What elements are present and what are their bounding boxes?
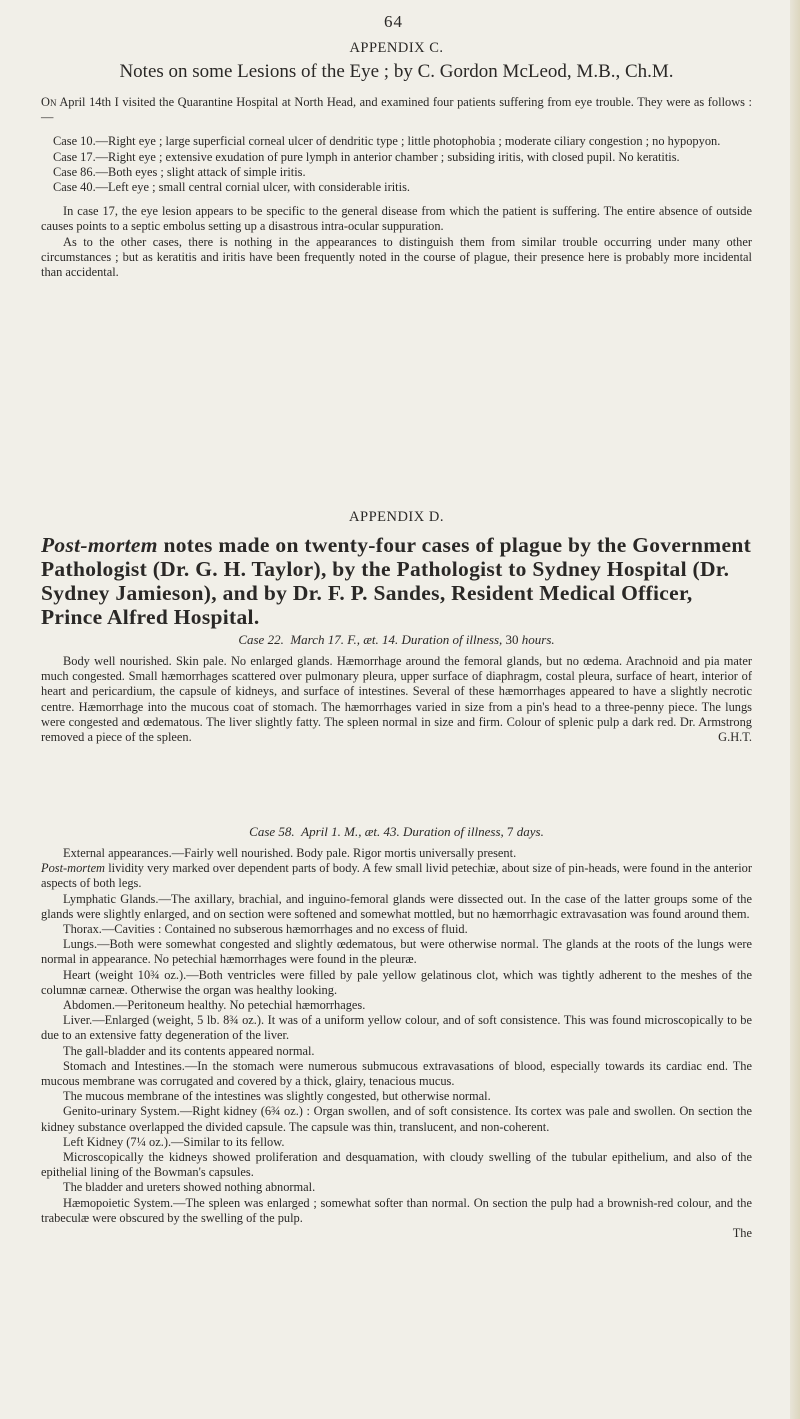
appendix-c-intro xyxy=(41,95,752,125)
appendix-c-title: Notes on some Lesions of the Eye ; by C. Gordon McLeod, M.B., Ch.M. xyxy=(119,61,674,82)
appendix-c-heading: APPENDIX C. xyxy=(349,40,444,56)
case-58-header xyxy=(41,824,752,840)
case-duration-unit: hours. xyxy=(521,632,555,647)
intro-first-word: On xyxy=(41,95,57,109)
catchword: The xyxy=(732,1226,752,1241)
case-note: Case 86.—Both eyes ; slight attack of simple iritis. xyxy=(53,164,306,179)
case-label: Case 22. xyxy=(238,632,284,647)
stomach-intestines: Stomach and Intestines.—In the stomach were numerous submucous extravasations of blood, especially towards its cardiac end. The mucous membrane was corrugated and covered by a thick, glairy, tenacious mucus. xyxy=(41,1058,752,1089)
page-edge xyxy=(790,0,800,1419)
case-note: Case 10.—Right eye ; large superficial corneal ulcer of dendritic type ; little photophobia ; moderate ciliary congestion ; no hypopyon. xyxy=(53,134,721,149)
intestine-membrane: The mucous membrane of the intestines was slightly congested, but otherwise normal. xyxy=(63,1089,491,1104)
case-label: Case 58. xyxy=(249,824,295,839)
genito-urinary: Genito-urinary System.—Right kidney (6¾ oz.) : Organ swollen, and of soft consistence. Its cortex was pale and swollen. On section the kidney substance overlapped the divided capsule. The capsule was thin, translucent, and non-coherent. xyxy=(41,1104,752,1134)
intro-rest: April 14th I visited the Quarantine Hospital at North Head, and examined four patients suffering from eye trouble. They were as follows :— xyxy=(41,95,752,125)
paragraph: As to the other cases, there is nothing in the appearances to distinguish them from similar trouble occurring under many other circumstances ; but as keratitis and iritis have been frequently noted in the course of plague, their presence here is probably more incidental than accidental. xyxy=(41,234,752,280)
case-note: Case 40.—Left eye ; small central cornial ulcer, with considerable iritis. xyxy=(53,180,410,195)
heart: Heart (weight 10¾ oz.).—Both ventricles were filled by pale yellow gelatinous clot, which was tightly adherent to the meshes of the columnæ carneæ. Otherwise the organ was healthy looking. xyxy=(41,967,752,997)
signature: G.H.T. xyxy=(718,730,752,745)
case-duration-unit: days. xyxy=(516,824,544,839)
case-note: Case 17.—Right eye ; extensive exudation of pure lymph in anterior chamber ; subsiding iritis, with closed pupil. No keratitis. xyxy=(53,149,680,164)
left-kidney: Left Kidney (7¼ oz.).—Similar to its fellow. xyxy=(63,1134,285,1149)
italic-term: Post-mortem xyxy=(41,861,106,876)
appendix-c-body xyxy=(41,95,752,280)
title-italic: Post-mortem xyxy=(41,533,158,557)
appendix-d-title xyxy=(41,533,752,629)
lymphatic-glands: Lymphatic Glands.—The axillary, brachial, and inguino-femoral glands were dissected out. In the case of the latter groups some of the glands were slightly enlarged, and on section were softened and somewhat mottled, but no hæmorrhagic extravasation was found around them. xyxy=(41,891,752,921)
microscopy: Microscopically the kidneys showed proliferation and desquamation, with cloudy swelling of the tubular epithelium, and also of the epithelial lining of the Bowman's capsules. xyxy=(41,1150,752,1180)
case-22-text: Body well nourished. Skin pale. No enlarged glands. Hæmorrhage around the femoral glands, but no œdema. Arachnoid and pia mater much congested. Small hæmorrhages scattered over pulmonary pleura, upper surface of diaphragm, costal pleura, surface of heart, interior of heart and pericardium, the capsule of kidneys, and surface of intestines. Several of these hæmorrhages appeared to have a slightly necrotic centre. Hæmorrhage into the mucous coat of stomach. The hæmorrhages varied in size from a pin's head to a three-penny piece. The lungs were congested and œdematous. The liver slightly fatty. The spleen normal in size and firm. Colour of splenic pulp a dark red. Dr. Armstrong removed a piece of the spleen. xyxy=(41,654,752,745)
title-rest: notes made on twenty-four cases of plague by the Government Pathologist (Dr. G. H. Taylor), by the Pathologist to Sydney Hospital (Dr. Sydney Jamieson), and by Dr. F. P. Sandes, Resident Medical Officer, Prince Alfred Hospital. xyxy=(41,533,752,629)
lividity-text: lividity very marked over dependent parts of body. A few small livid petechiæ, about size of pin-heads, were found in the anterior aspects of both legs. xyxy=(41,861,752,891)
appendix-d-heading: APPENDIX D. xyxy=(349,509,444,525)
case-duration: 7 xyxy=(503,824,517,839)
case-details: March 17. F., æt. 14. Duration of illness, xyxy=(290,632,503,647)
case-duration: 30 xyxy=(502,632,522,647)
bladder: The bladder and ureters showed nothing abnormal. xyxy=(63,1180,316,1195)
page-number: 64 xyxy=(384,12,403,31)
case-58 xyxy=(41,824,752,1241)
abdomen: Abdomen.—Peritoneum healthy. No petechial hæmorrhages. xyxy=(63,998,366,1013)
case-details: April 1. M., æt. 43. Duration of illness, xyxy=(301,824,504,839)
post-mortem-lividity xyxy=(41,861,752,891)
case-22-body xyxy=(41,654,752,745)
liver: Liver.—Enlarged (weight, 5 lb. 8¾ oz.). It was of a uniform yellow colour, and of soft consistence. This was found microscopically to be due to an extensive fatty degeneration of the liver. xyxy=(41,1013,752,1043)
gall-bladder: The gall-bladder and its contents appeared normal. xyxy=(63,1043,315,1058)
external-appearances: External appearances.—Fairly well nourished. Body pale. Rigor mortis universally present. xyxy=(63,846,517,860)
case-22-header xyxy=(41,632,752,648)
lungs: Lungs.—Both were somewhat congested and slightly œdematous, but were otherwise normal. The glands at the roots of the lungs were normal in appearance. No petechial hæmorrhages were found in the pleuræ. xyxy=(41,937,752,967)
thorax: Thorax.—Cavities : Contained no subserous hæmorrhages and no excess of fluid. xyxy=(63,922,468,937)
paragraph: In case 17, the eye lesion appears to be specific to the general disease from which the patient is suffering. The entire absence of outside causes points to a septic embolus setting up a disastrous intra-ocular suppuration. xyxy=(41,204,752,234)
case-22 xyxy=(41,632,752,745)
haemopoietic: Hæmopoietic System.—The spleen was enlarged ; somewhat softer than normal. On section the pulp had a brownish-red colour, and the trabeculæ were obscured by the swelling of the pulp. xyxy=(41,1195,752,1225)
